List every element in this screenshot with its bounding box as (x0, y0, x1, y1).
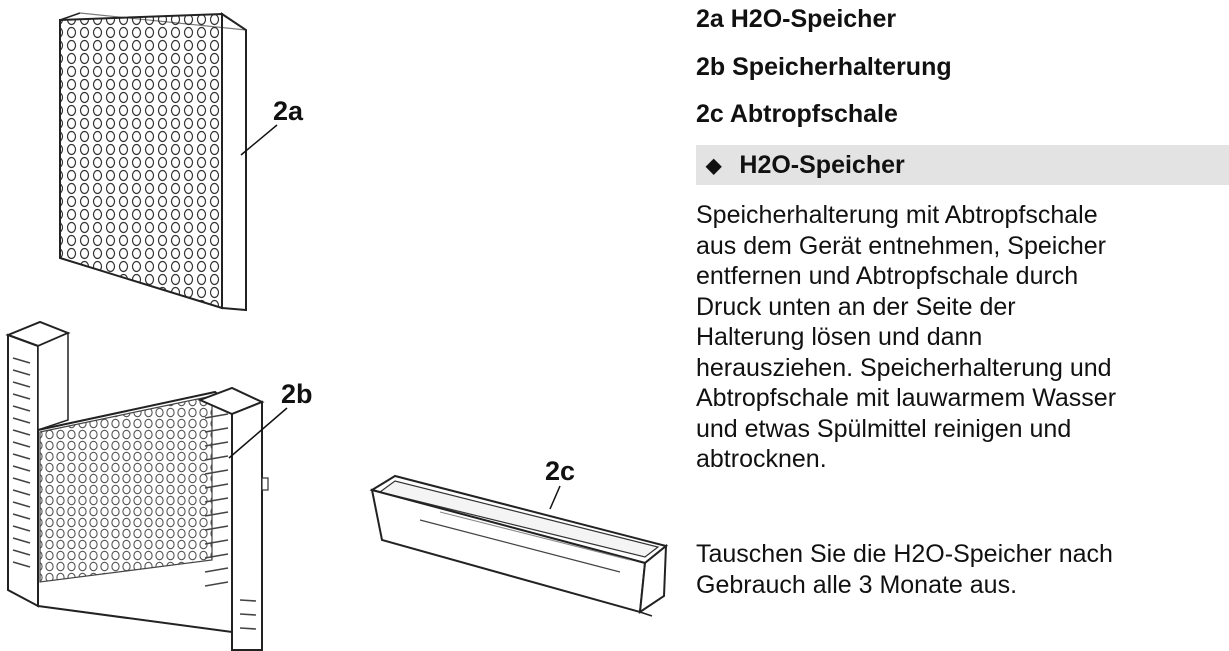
h2o-storage-block (60, 13, 246, 310)
text-line: Tauschen Sie die H2O-Speicher nach (696, 540, 1113, 568)
storage-holder-frame (8, 322, 268, 650)
text-line: aus dem Gerät entnehmen, Speicher (696, 231, 1106, 260)
label-2c: 2c (545, 456, 576, 486)
text-line: Speicherhalterung mit Abtropfschale (696, 201, 1098, 229)
instruction-paragraph (696, 200, 1229, 475)
replacement-note-paragraph (696, 539, 1229, 600)
leader-line-2c (550, 486, 560, 509)
text-line: und etwas Spülmittel reinigen und (696, 414, 1072, 443)
text-line: Halterung lösen und dann (696, 323, 983, 351)
drip-tray (372, 476, 666, 616)
legend-item-2c: 2c Abtropfschale (696, 100, 898, 128)
legend-item-2b: 2b Speicherhalterung (696, 53, 952, 81)
section-header-bar (696, 145, 1229, 185)
label-2b: 2b (281, 379, 313, 409)
text-line: Abtropfschale mit lauwarmem Wasser (696, 384, 1117, 412)
legend-item-2a: 2a H2O-Speicher (696, 5, 897, 33)
diamond-icon: ◆ (706, 154, 722, 177)
text-line: Druck unten an der Seite der (696, 292, 1016, 321)
label-2a: 2a (273, 96, 304, 126)
text-line: entfernen und Abtropfschale durch (696, 262, 1079, 290)
text-line: abtrocknen. (696, 445, 827, 473)
section-title: H2O-Speicher (739, 150, 905, 179)
text-line: Gebrauch alle 3 Monate aus. (696, 570, 1018, 599)
text-line: herausziehen. Speicherhalterung und (696, 353, 1112, 382)
